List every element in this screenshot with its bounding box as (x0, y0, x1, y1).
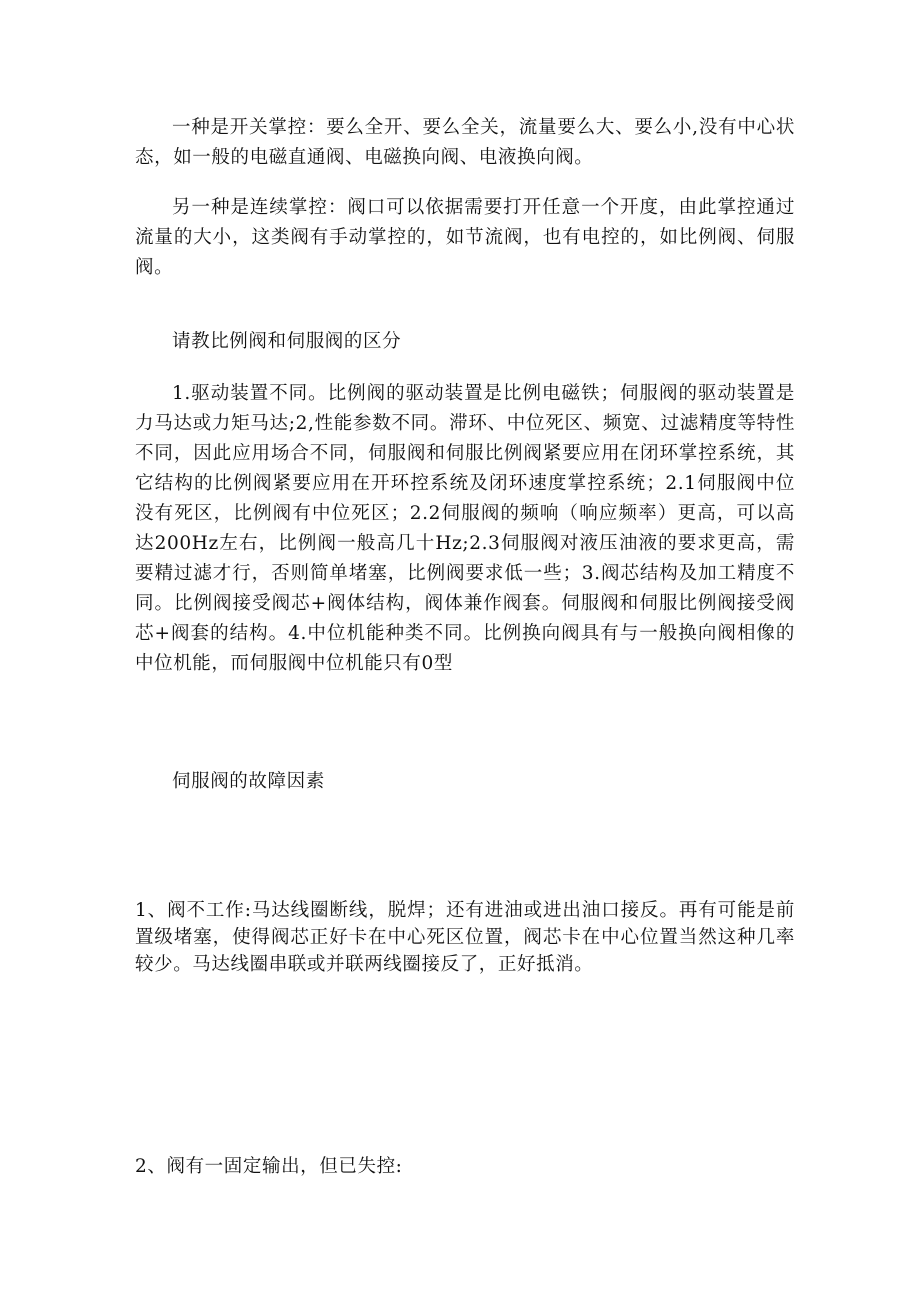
section-heading-fault-causes: 伺服阀的故障因素 (172, 771, 325, 792)
paragraph-switch-control: 一种是开关掌控：要么全开、要么全关，流量要么大、要么小,没有中心状态，如一般的电磁直通阀、电磁换向阀、电液换向阀。 (135, 117, 795, 168)
paragraph-fault-1: 1、阀不工作:马达线圈断线，脱焊；还有进油或进出油口接反。再有可能是前置级堵塞，使得阀芯正好卡在中心死区位置，阀芯卡在中心位置当然这种几率较少。马达线圈串联或并联两线圈接反了，正好抵消。 (135, 900, 795, 975)
paragraph-difference-details: 1.驱动装置不同。比例阀的驱动装置是比例电磁铁；伺服阀的驱动装置是力马达或力矩马达;2,性能参数不同。滞环、中位死区、频宽、过滤精度等特性不同，因此应用场合不同，伺服阀和伺服比例阀紧要应用在闭环掌控系统，其它结构的比例阀紧要应用在开环控系统及闭环速度掌控系统；2.1伺服阀中位没有死区，比例阀有中位死区；2.2伺服阀的频响（响应频率）更高，可以高达200Hz左右，比例阀一般高几十Hz;2.3伺服阀对液压油液的要求更高，需要精过滤才行，否则简单堵塞，比例阀要求低一些；3.阀芯结构及加工精度不同。比例阀接受阀芯+阀体结构，阀体兼作阀套。伺服阀和伺服比例阀接受阀芯+阀套的结构。4.中位机能种类不同。比例换向阀具有与一般换向阀相像的中位机能，而伺服阀中位机能只有0型 (135, 383, 795, 674)
paragraph-continuous-control: 另一种是连续掌控：阀口可以依据需要打开任意一个开度，由此掌控通过流量的大小，这类阀有手动掌控的，如节流阀，也有电控的，如比例阀、伺服阀。 (135, 197, 795, 278)
paragraph-fault-2: 2、阀有一固定输出，但已失控: (135, 1156, 403, 1177)
section-heading-difference: 请教比例阀和伺服阀的区分 (172, 331, 402, 352)
